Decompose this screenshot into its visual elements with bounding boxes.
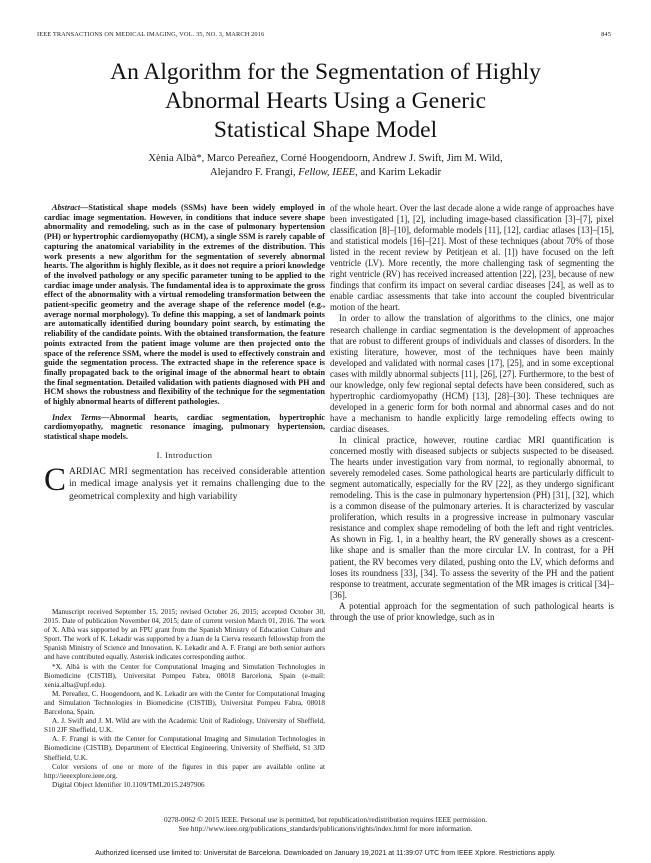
introduction-text: ARDIAC MRI segmentation has received considerable attention in medical image analysis yet it remains challenging due to the geometrical complexity and high variability xyxy=(69,465,325,502)
index-terms xyxy=(44,413,325,442)
footnote-corresponding-author: *X. Albà is with the Center for Computational Imaging and Simulation Technologies in Biomedicine (CISTIB), Universitat Pompeu Fabra, 08018 Barcelona, Spain (e-mail: xenia.alba@upf.edu). xyxy=(44,662,325,689)
body-paragraph: of the whole heart. Over the last decade alone a wide range of approaches have been investigated [1], [2], including image-based classification [3]–[7], pixel classification [8]–[10], deformable models [11], [12], cardiac atlases [13]–[15], and statistical models [16]–[21]. Most of these techniques (about 70% of those listed in the recent review by Petitjean et al. [1]) have focused on the left ventricle (LV). More recently, the more challenging task of segmenting the right ventricle (RV) has received increased attention [22], [23], because of new findings that confirm its impact on several cardiac diseases [24], as well as to enable cardiac assessments that take into account the coupled biventricular motion of the heart. xyxy=(330,203,614,313)
footnote-manuscript: Manuscript received September 15, 2015; revised October 26, 2015; accepted October 30, 2015. Date of publication November 04, 2015; date of current version March 01, 2016. The work of X. Albà was supported by an FPU grant from the Spanish Ministry of Education Culture and Sport. The work of K. Lekadir was supported by a Juan de la Cierva research fellowship from the Spanish Ministry of Science and Innovation. K. Lekadir and A. F. Frangi are both senior authors and have contributed equally. Asterisk indicates corresponding author. xyxy=(44,608,325,662)
index-terms-label: Index Terms— xyxy=(52,412,110,422)
author-list xyxy=(40,152,611,179)
index-terms-text: Abnormal hearts, cardiac segmentation, hypertrophic cardiomyopathy, magnetic resonance imaging, pulmonary hypertension, statistical shape models. xyxy=(44,412,325,442)
footnotes xyxy=(44,608,325,790)
authors-line-2 xyxy=(40,166,611,180)
body-paragraph: In order to allow the translation of algorithms to the clinics, one major research challenge in cardiac segmentation is the development of approaches that are robust to different groups of individuals and classes of disorders. In the existing literature, however, most of the techniques have been mainly developed and validated with normal cases [17], [25], and in some exceptional cases with mildly abnormal subjects [11], [26], [27]. Furthermore, to the best of our knowledge, only few regional septal defects have been considered, such as hypertrophic cardiomyopathy (HCM) [13], [28]–[30]. These techniques are developed in a generic form for both normal and abnormal cases and do not have a mechanism to handle explicitly large remodeling effects owing to cardiac diseases. xyxy=(330,313,614,434)
abstract xyxy=(44,203,325,407)
footnote-affiliation-radiology: A. J. Swift and J. M. Wild are with the Academic Unit of Radiology, University of Sheffield, S10 2JF Sheffield, U.K. xyxy=(44,717,325,735)
drop-cap: C xyxy=(44,461,67,498)
footnote-affiliation-cistib: M. Pereañez, C. Hoogendoorn, and K. Lekadir are with the Center for Computational Imaging and Simulation Technologies in Biomedicine (CISTIB), Universitat Pompeu Fabra, 08018 Barcelona, Spain. xyxy=(44,689,325,717)
abstract-text: Statistical shape models (SSMs) have been widely employed in cardiac image segmentation. However, in conditions that induce severe shape abnormality and remodeling, such as in the case of pulmonary hypertension (PH) or hypertrophic cardiomyopathy (HCM), a single SSM is rarely capable of capturing the anatomical variability in the extremes of the distribution. This work presents a new algorithm for the segmentation of severely abnormal hearts. The algorithm is highly flexible, as it does not require a priori knowledge of the involved pathology or any specific parameter tuning to be applied to the cardiac image under analysis. The fundamental idea is to approximate the gross effect of the abnormality with a virtual remodeling transformation between the patient-specific geometry and the average shape of the reference model (e.g., average normal morphology). To define this mapping, a set of landmark points are automatically identified during boundary point search, by estimating the reliability of the candidate points. With the obtained transformation, the feature points extracted from the patient image volume are then projected onto the space of the reference SSM, where the model is used to effectively constrain and guide the segmentation process. The extracted shape in the reference space is finally propagated back to the original image of the abnormal heart to obtain the final segmentation. Detailed validation with patients diagnosed with PH and HCM shows the robustness and flexibility of the technique for the segmentation of highly abnormal hearts of different pathologies. xyxy=(44,203,325,407)
page-number: 845 xyxy=(601,31,611,38)
body-paragraph: A potential approach for the segmentation of such pathological hearts is through the use of prior knowledge, such as in xyxy=(330,600,614,622)
paper-title xyxy=(40,58,611,145)
abstract-label: Abstract— xyxy=(52,203,89,212)
authors-line-2b: , and Karim Lekadir xyxy=(355,166,442,178)
footnote-color-versions: Color versions of one or more of the figures in this paper are available online at http://ieeexplore.ieee.org. xyxy=(44,762,325,780)
copyright-line-2: See http://www.ieee.org/publications_standards/publications/rights/index.html for more information. xyxy=(178,824,473,834)
title-line-3: Statistical Shape Model xyxy=(213,117,438,143)
right-column xyxy=(330,203,614,623)
body-paragraph: In clinical practice, however, routine cardiac MRI quantification is concerned mostly with diseased subjects or subjects suspected to be diseased. The hearts under investigation vary from normal, to regionally abnormal, to severely remodeled cases. Some pathological hearts are particularly difficult to segment automatically, especially for the RV [22], as they undergo significant remodeling. This is the case in pulmonary hypertension (PH) [31], [32], which is a common disease of the pulmonary arteries. It is characterized by vascular proliferation, which results in a progressive increase in pulmonary vascular resistance and complex shape remodeling of both the left and right ventricles. As shown in Fig. 1, in a healthy heart, the RV generally shows as a crescent-like shape and is smaller than the more circular LV. In contrast, for a PH patient, the RV becomes very dilated, pushing onto the LV, which deforms and loses its roundness [33], [34]. To assess the severity of the PH and the patient response to treatment, accurate segmentation of the MR images is critical [34]–[36]. xyxy=(330,434,614,600)
copyright-line-1: 0278-0062 © 2015 IEEE. Personal use is permitted, but republication/redistribution requires IEEE permission. xyxy=(163,815,488,824)
footnote-affiliation-sheffield: A. F. Frangi is with the Center for Computational Imaging and Simulation Technologies in Biomedicine (CISTIB), Department of Electrical Engineering, University of Sheffield, S1 3JD Sheffield, U.K. xyxy=(44,735,325,762)
title-line-2: Abnormal Hearts Using a Generic xyxy=(164,88,487,114)
title-line-1: An Algorithm for the Segmentation of Highly xyxy=(110,59,541,85)
left-column xyxy=(44,203,325,503)
fellow-designation: Fellow, IEEE xyxy=(298,166,356,178)
authors-line-2a: Alejandro F. Frangi, xyxy=(209,166,299,178)
copyright-notice xyxy=(40,815,611,834)
license-notice: Authorized licensed use limited to: Universitat de Barcelona. Downloaded on January 19,2021 at 11:39:07 UTC from IEEE Xplore. Restrictions apply. xyxy=(95,850,556,857)
introduction-opening xyxy=(44,461,325,503)
running-header xyxy=(37,31,611,38)
authors-line-1: Xènia Albà*, Marco Pereañez, Corné Hoogendoorn, Andrew J. Swift, Jim M. Wild, xyxy=(148,153,503,164)
journal-reference: IEEE TRANSACTIONS ON MEDICAL IMAGING, VOL. 35, NO. 3, MARCH 2016 xyxy=(37,31,265,38)
section-heading-introduction: I. Introduction xyxy=(156,449,213,460)
footnote-doi: Digital Object Identifier 10.1109/TMI.2015.2497906 xyxy=(52,780,205,789)
